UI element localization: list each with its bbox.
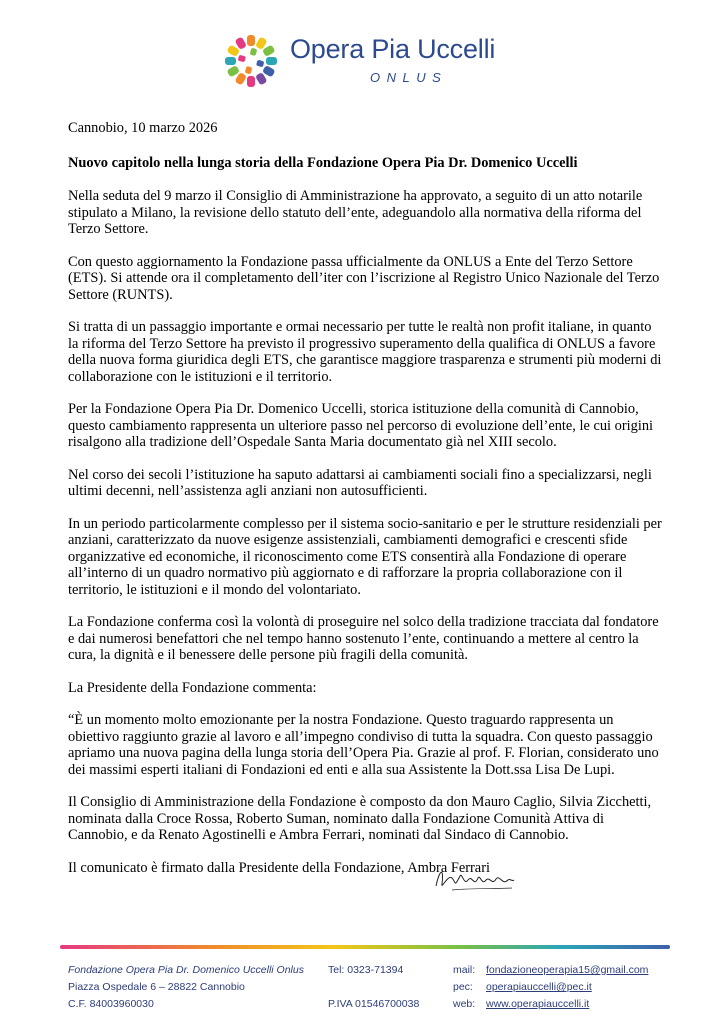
web-label: web:	[453, 998, 476, 1010]
pec-link[interactable]: operapiauccelli@pec.it	[486, 981, 592, 993]
letter-body	[68, 120, 662, 892]
footer-cf: C.F. 84003960030	[68, 998, 154, 1010]
org-name: Opera Pia Uccelli	[290, 34, 496, 64]
paragraph: Nella seduta del 9 marzo il Consiglio di Amministrazione ha approvato, a seguito di un atto notarile stipulato a Milano, la revisione dello statuto dell’ente, adeguandolo alla normativa della riforma del Terzo Settore.	[68, 188, 643, 237]
paragraph: La Fondazione conferma così la volontà di proseguire nel solco della tradizione tracciata dal fondatore e dai numerosi benefattori che nel tempo hanno sostenuto l’ente, continuando a mettere al centro la cura, la dignità e il benessere delle persone più fragili della comunità.	[68, 614, 659, 663]
paragraph: Per la Fondazione Opera Pia Dr. Domenico Uccelli, storica istituzione della comunità di Cannobio, questo cambiamento rappresenta un ulteriore passo nel percorso di evoluzione dell’ente, le cui origini risalgono alla tradizione dell’Ospedale Santa Maria documentato già nel XIII secolo.	[68, 401, 654, 450]
closing-block	[68, 860, 662, 877]
footer-address: Piazza Ospedale 6 – 28822 Cannobio	[68, 981, 245, 993]
footer-org-column	[68, 962, 304, 1013]
paragraph: La Presidente della Fondazione commenta:	[68, 679, 317, 696]
paragraph: Si tratta di un passaggio importante e ormai necessario per tutte le realtà non profit italiane, in quanto la riforma del Terzo Settore ha previsto il progressivo superamento della qualifica di ONLUS a favore della nuova forma giuridica degli ETS, che garantisce maggiore trasparenza e strumenti più moderni di collaborazione con le istituzioni e il territorio.	[68, 319, 662, 385]
paragraph: In un periodo particolarmente complesso per il sistema socio-sanitario e per le strutture residenziali per anziani, caratterizzato da nuove esigenze assistenziali, cambiamenti demografici e crescenti sfide organizzative ed economiche, il riconoscimento come ETS consentirà alla Fondazione di operare all’interno di un quadro normativo più aggiornato e di rafforzare la propria collaborazione con il territorio, le istituzioni e il mondo del volontariato.	[68, 515, 662, 598]
footer-org: Fondazione Opera Pia Dr. Domenico Uccelli Onlus	[68, 964, 304, 976]
letter-date: Cannobio, 10 marzo 2026	[68, 120, 218, 136]
paragraph: Nel corso dei secoli l’istituzione ha saputo adattarsi ai cambiamenti sociali fino a specializzarsi, negli ultimi decenni, nell’assistenza agli anziani non autosufficienti.	[68, 466, 652, 499]
footer-tel: Tel: 0323-71394	[328, 964, 404, 976]
pec-label: pec:	[453, 981, 473, 993]
footer-piva: P.IVA 01546700038	[328, 998, 420, 1010]
quote-paragraph: “È un momento molto emozionante per la nostra Fondazione. Questo traguardo rappresenta un obiettivo raggiunto grazie al lavoro e all’impegno condiviso di tutta la squadra. Con questo passaggio apriamo una nuova pagina della lunga storia dell’Opera Pia. Grazie al prof. F. Florian, considerato uno dei massimi esperti italiani di Fondazioni ed enti e alla sua Assistente la Dott.ssa Lisa De Lupi.	[68, 712, 659, 778]
signature-icon	[432, 864, 516, 894]
mail-label: mail:	[453, 964, 476, 976]
colorful-leaf-circle-icon	[218, 28, 284, 94]
paragraph: Con questo aggiornamento la Fondazione passa ufficialmente da ONLUS a Ente del Terzo Settore (ETS). Si attende ora il completamento dell’iter con l’iscrizione al Registro Unico Nazionale del Terzo Settore (RUNTS).	[68, 253, 660, 303]
paragraph: Il Consiglio di Amministrazione della Fondazione è composto da don Mauro Caglio, Silvia Zicchetti, nominata dalla Croce Rossa, Roberto Suman, nominato dalla Fondazione Comunità Attiva di Cannobio, e da Renato Agostinelli e Ambra Ferrari, nominati dal Sindaco di Cannobio.	[68, 794, 652, 843]
footer-phone-column	[328, 962, 419, 1013]
mail-link[interactable]: fondazioneoperapia15@gmail.com	[486, 964, 649, 976]
org-subtitle: ONLUS	[370, 70, 448, 85]
closing-text: Il comunicato è firmato dalla Presidente della Fondazione, Ambra Ferrari	[68, 859, 490, 876]
web-link[interactable]: www.operapiauccelli.it	[486, 998, 590, 1010]
letter-title: Nuovo capitolo nella lunga storia della Fondazione Opera Pia Dr. Domenico Uccelli	[68, 154, 578, 171]
footer-contact-column	[453, 962, 648, 1013]
logo	[218, 28, 518, 94]
footer-divider	[60, 945, 670, 949]
